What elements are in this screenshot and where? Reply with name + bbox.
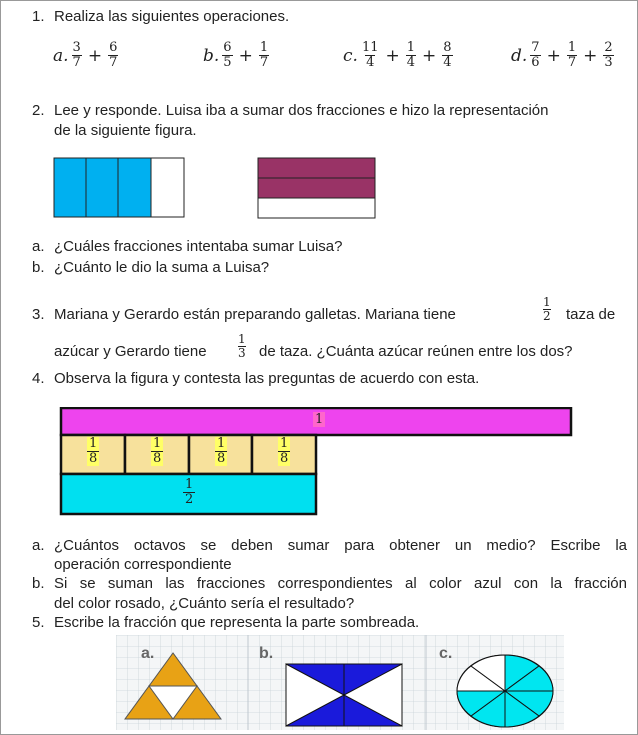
plus-sign: + xyxy=(422,45,437,66)
q2-b-label: b. xyxy=(32,259,45,276)
fraction xyxy=(222,41,232,70)
q4-title: Observa la figura y contesta las preguntas de acuerdo con esta. xyxy=(54,370,480,387)
q5-number: 5. xyxy=(32,614,45,631)
q3-line2: azúcar y Gerardo tiene xyxy=(54,343,207,360)
q4-eighth-3-den: 8 xyxy=(217,451,226,466)
q2-a-text: ¿Cuáles fracciones intentaba sumar Luisa? xyxy=(54,238,343,255)
q2-figure-maroon-bar xyxy=(257,157,377,220)
fraction-numerator: 1 xyxy=(259,40,269,55)
fraction-denominator: 4 xyxy=(366,55,375,70)
fraction-numerator: 2 xyxy=(604,40,613,55)
q1-number: 1. xyxy=(32,8,45,25)
q3-frac2-den: 3 xyxy=(238,346,246,360)
q4-eighth-3-num: 1 xyxy=(217,436,226,451)
fraction-denominator: 3 xyxy=(604,55,613,70)
q3-number: 3. xyxy=(32,306,45,323)
q4-b-label: b. xyxy=(32,575,45,592)
fraction-numerator: 1 xyxy=(406,40,416,55)
q3-frac2-num: 1 xyxy=(238,332,246,346)
fraction xyxy=(361,41,380,70)
q3-frac1-num: 1 xyxy=(543,295,551,309)
q4-a-line2: operación correspondiente xyxy=(54,556,232,573)
fraction-numerator: 6 xyxy=(223,40,232,55)
q5-shape-b-rectangle xyxy=(286,664,402,726)
q4-eighth-2 xyxy=(151,437,163,466)
fraction xyxy=(442,41,452,70)
q4-eighth-2-num: 1 xyxy=(153,436,162,451)
q1-operation-label: a. xyxy=(53,45,69,66)
q3-frac-third xyxy=(238,333,246,360)
q4-eighth-1-den: 8 xyxy=(89,451,98,466)
plus-sign: + xyxy=(87,45,103,66)
q1-operation-d xyxy=(511,41,617,70)
q2-a-label: a. xyxy=(32,238,45,255)
q1-operation-c xyxy=(343,41,456,70)
q1-operation-label: b. xyxy=(203,45,220,66)
q4-eighth-1 xyxy=(87,437,99,466)
plus-sign: + xyxy=(546,45,561,66)
q2-figure-cyan-bar xyxy=(53,157,187,219)
fraction-denominator: 7 xyxy=(567,55,577,70)
plus-sign: + xyxy=(385,45,400,66)
q4-eighth-4-num: 1 xyxy=(280,436,289,451)
fraction-numerator: 1 xyxy=(567,40,577,55)
fraction xyxy=(72,41,82,70)
fraction-denominator: 7 xyxy=(72,55,81,70)
fraction-numerator: 3 xyxy=(72,40,81,55)
q1-operation-label: c. xyxy=(343,45,358,66)
q3-line1-end: taza de xyxy=(566,306,616,323)
fraction xyxy=(567,41,577,70)
q2-line1: Lee y responde. Luisa iba a sumar dos fracciones e hizo la representación xyxy=(54,102,549,119)
plus-sign: + xyxy=(238,45,253,66)
fraction-denominator: 4 xyxy=(406,55,416,70)
q4-eighth-2-den: 8 xyxy=(153,451,162,466)
fraction-denominator: 5 xyxy=(223,55,232,70)
q4-half-den: 2 xyxy=(185,492,194,507)
q4-whole-label: 1 xyxy=(315,412,324,427)
q3-line1: Mariana y Gerardo están preparando galletas. Mariana tiene xyxy=(54,306,456,323)
q1-operation-b xyxy=(203,41,272,70)
q3-frac-half xyxy=(543,296,551,323)
fraction-denominator: 7 xyxy=(109,55,118,70)
fraction xyxy=(530,41,540,70)
q5-label-b: b. xyxy=(259,645,274,662)
fraction xyxy=(108,41,118,70)
q4-number: 4. xyxy=(32,370,45,387)
q2-number: 2. xyxy=(32,102,45,119)
q3-frac1-den: 2 xyxy=(543,309,551,323)
plus-sign: + xyxy=(583,45,598,66)
q5-shape-c-circle xyxy=(457,655,553,727)
q5-label-c: c. xyxy=(439,645,453,662)
q1-operation-label: d. xyxy=(511,45,528,66)
q4-eighth-4 xyxy=(278,437,290,466)
q5-title: Escribe la fracción que representa la parte sombreada. xyxy=(54,614,420,631)
q5-shapes-panel xyxy=(116,635,564,730)
q2-b-text: ¿Cuánto le dio la suma a Luisa? xyxy=(54,259,270,276)
fraction xyxy=(259,41,269,70)
fraction-denominator: 4 xyxy=(443,55,452,70)
fraction-numerator: 7 xyxy=(531,40,540,55)
q4-eighth-3 xyxy=(215,437,227,466)
q4-half-label xyxy=(183,478,195,507)
q4-eighth-1-num: 1 xyxy=(89,436,98,451)
fraction xyxy=(406,41,416,70)
q4-half-num: 1 xyxy=(185,477,194,492)
q1-operation-a xyxy=(53,41,121,70)
q4-a-label: a. xyxy=(32,537,45,554)
q2-line2: de la siguiente figura. xyxy=(54,122,197,139)
q3-line2-end: de taza. ¿Cuánta azúcar reúnen entre los dos? xyxy=(259,343,573,360)
q4-a-line1: ¿Cuántos octavos se deben sumar para obtener un medio? Escribe la xyxy=(54,537,627,554)
q4-b-line2: del color rosado, ¿Cuánto sería el resultado? xyxy=(54,595,355,612)
fraction-numerator: 6 xyxy=(109,40,118,55)
q5-label-a: a. xyxy=(141,645,155,662)
q4-eighth-4-den: 8 xyxy=(280,451,289,466)
q4-b-line1: Si se suman las fracciones correspondientes al color azul con la fracción xyxy=(54,575,627,592)
fraction-numerator: 8 xyxy=(443,40,452,55)
fraction-denominator: 6 xyxy=(531,55,540,70)
fraction-numerator: 11 xyxy=(361,40,379,55)
q1-title: Realiza las siguientes operaciones. xyxy=(54,8,290,25)
fraction-denominator: 7 xyxy=(259,55,269,70)
fraction xyxy=(603,41,613,70)
